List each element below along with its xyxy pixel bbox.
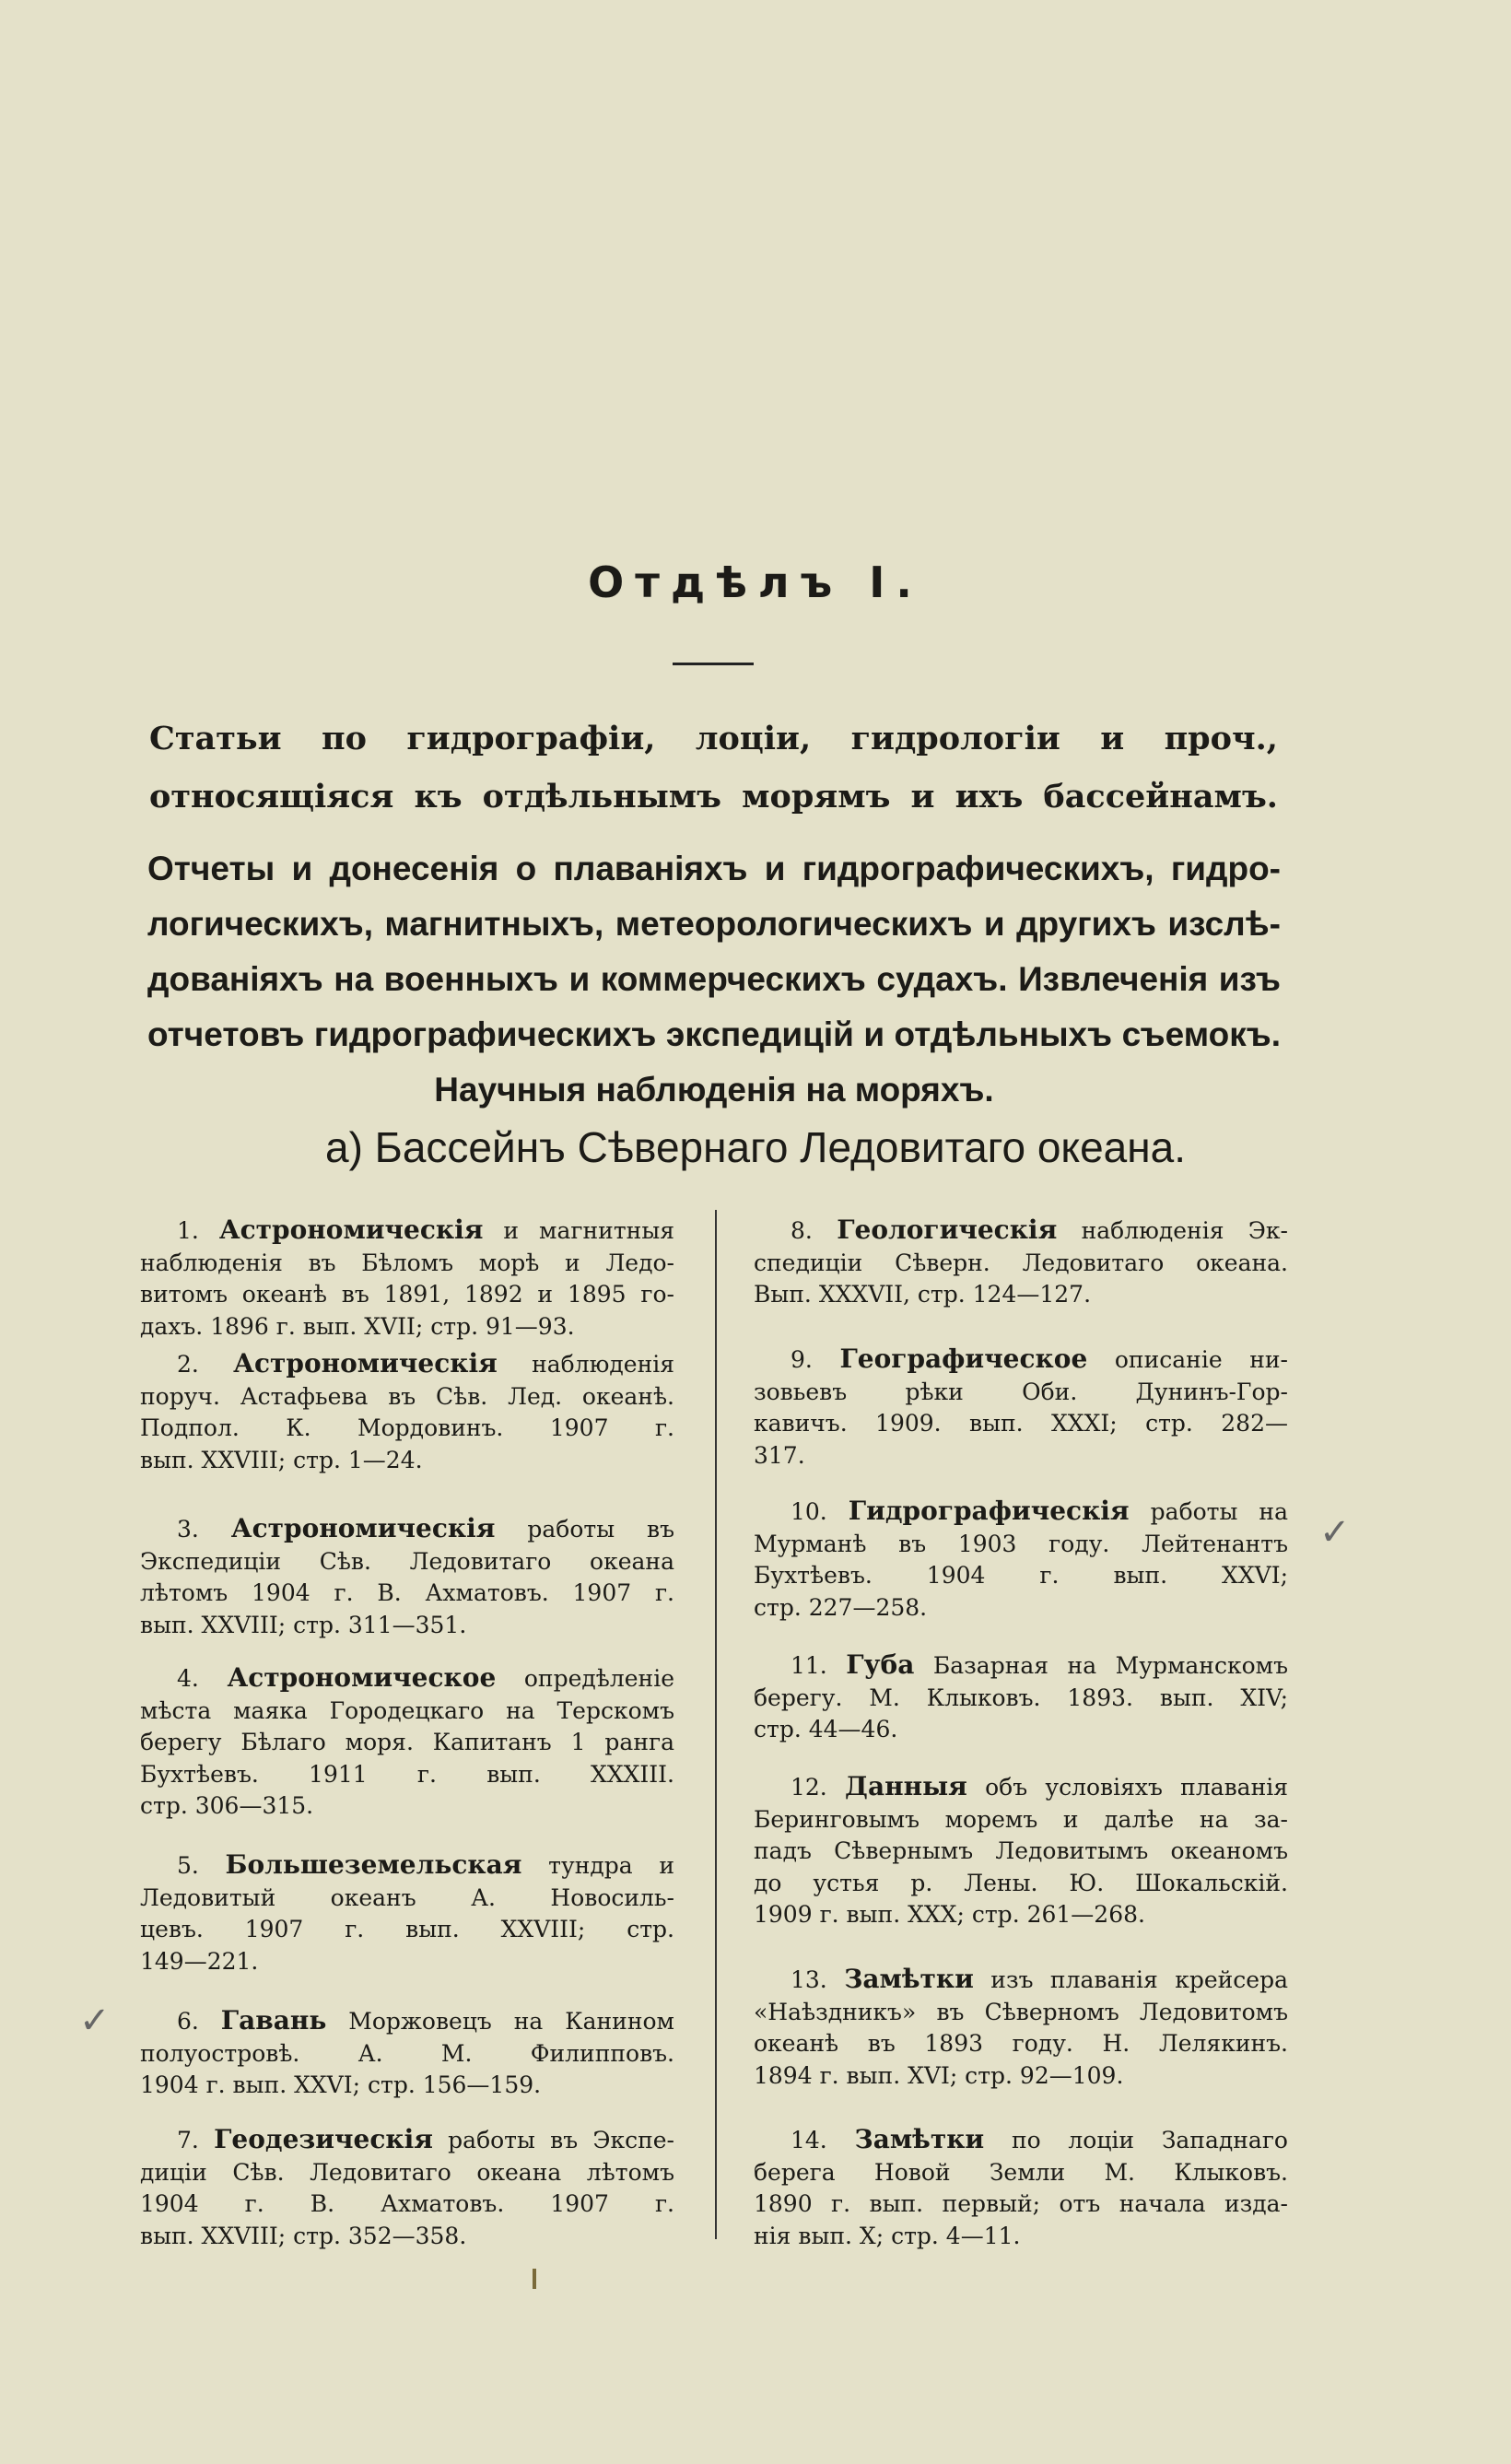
list-item [140,1348,674,1476]
pencil-check-mark-icon: ✓ [79,2000,111,2042]
entry-number: 14. [791,2127,827,2153]
pencil-check-mark-icon: ✓ [1319,1511,1351,1554]
entry-first-line [754,1771,1288,1804]
list-item [140,1662,674,1823]
entry-title: Гавань [220,2005,327,2036]
entry-text: по лоціи Западнаго [1011,2127,1288,2153]
entry-line: до устья р. Лены. Ю. Шокальскій. [754,1869,1288,1896]
ink-mark [533,2269,536,2289]
section-heading [149,710,1278,826]
entry-line: вып. XXVIII; стр. 311—351. [140,1611,467,1638]
entry-title: Астрономическое [227,1662,497,1693]
entry-line: полуостровѣ. А. М. Филипповъ. [140,2039,674,2067]
entry-number: 6. [177,2008,199,2035]
entry-line: берега Новой Земли М. Клыковъ. [754,2158,1288,2186]
entry-text: описаніе ни- [1114,1346,1288,1373]
entry-line: берегу Бѣлаго моря. Капитанъ 1 ранга [140,1729,674,1755]
entry-number: 2. [177,1351,199,1378]
entry-title: Геодезическія [214,2124,433,2154]
entry-title: Географическое [839,1343,1088,1374]
list-item [754,1964,1288,2092]
entry-title: Замѣтки [854,2124,985,2154]
entry-line: Мурманѣ въ 1903 году. Лейтенантъ [754,1530,1288,1557]
entry-text: наблюденія Эк- [1081,1217,1288,1244]
entry-number: 7. [177,2127,199,2153]
entry-line: Экспедиціи Сѣв. Ледовитаго океана [140,1547,674,1575]
entry-line: 1894 г. вып. XVI; стр. 92—109. [754,2061,1124,2089]
entry-number: 13. [791,1966,827,1993]
entry-line: Бухтѣевъ. 1904 г. вып. XXVI; [754,1562,1288,1589]
entry-line: стр. 306—315. [140,1792,314,1819]
entry-number: 5. [177,1852,199,1879]
entry-title: Геологическія [837,1214,1058,1245]
entry-title: Губа [846,1649,915,1680]
entry-first-line [754,1649,1288,1683]
entry-line: 149—221. [140,1947,259,1975]
entry-title: Большеземельская [225,1849,522,1880]
list-item [754,1649,1288,1746]
entry-title: Астрономическія [230,1513,496,1543]
section-title: Отдѣлъ I. [588,557,923,607]
entry-number: 11. [791,1652,827,1679]
entry-text: изъ плаванія крейсера [990,1966,1288,1993]
title-rule [673,663,754,665]
entry-line: нія вып. X; стр. 4—11. [754,2222,1021,2249]
list-item [754,1496,1288,1624]
entry-line: океанѣ въ 1893 году. Н. Лелякинъ. [754,2030,1288,2057]
entry-line: 317. [754,1441,805,1469]
entry-number: 8. [791,1217,813,1244]
entry-first-line [754,1496,1288,1529]
list-item [140,1513,674,1641]
entry-line: лѣтомъ 1904 г. В. Ахматовъ. 1907 г. [140,1579,674,1606]
entry-line: стр. 44—46. [754,1716,898,1742]
entry-line: поруч. Астафьева въ Сѣв. Лед. океанѣ. [140,1382,674,1410]
entry-title: Астрономическія [218,1214,484,1245]
entry-first-line [754,1343,1288,1377]
entry-line: цевъ. 1907 г. вып. XXVIII; стр. [140,1916,674,1942]
intro-line: Научныя наблюденія на моряхъ. [434,1071,994,1109]
entry-line: Ледовитый океанъ А. Новосиль- [140,1883,674,1911]
entry-first-line [140,1214,674,1248]
entry-text: объ условіяхъ плаванія [985,1774,1289,1801]
heading-line: Статьи по гидрографіи, лоціи, гидрологіи и проч., [149,720,1278,757]
entry-number: 3. [177,1516,199,1543]
entry-first-line [754,1964,1288,1997]
subsection-heading: а) Бассейнъ Сѣвернаго Ледовитаго океана. [324,1123,1186,1171]
entry-first-line [754,2124,1288,2157]
entry-text: тундра и [548,1852,674,1879]
intro-line: дованіяхъ на военныхъ и коммерческихъ судахъ. Извлеченія изъ [147,960,1281,998]
entry-line: кавичъ. 1909. вып. XXXI; стр. 282— [754,1410,1288,1437]
entry-first-line [140,1348,674,1381]
list-item [140,2005,674,2102]
entry-text: работы въ Экспе- [448,2127,674,2153]
entry-number: 9. [791,1346,813,1373]
entry-line: 1904 г. В. Ахматовъ. 1907 г. [140,2190,674,2217]
entry-first-line [140,2124,674,2157]
list-item [754,1771,1288,1931]
entry-line: «Наѣздникъ» въ Сѣверномъ Ледовитомъ [754,1998,1288,2025]
entry-text: и магнитныя [503,1217,674,1244]
entry-line: Подпол. К. Мордовинъ. 1907 г. [140,1414,674,1441]
heading-line: относящіяся къ отдѣльнымъ морямъ и ихъ бассейнамъ. [149,778,1278,815]
entry-line: мѣста маяка Городецкаго на Терскомъ [140,1696,674,1724]
entry-line: стр. 227—258. [754,1593,928,1621]
section-intro [147,841,1281,1118]
entry-line: берегу. М. Клыковъ. 1893. вып. XIV; [754,1684,1288,1711]
entry-line: Беринговымъ моремъ и далѣе на за- [754,1805,1288,1833]
entry-number: 12. [791,1774,827,1801]
entry-text: работы на [1150,1498,1288,1525]
entry-line: диціи Сѣв. Ледовитаго океана лѣтомъ [140,2158,674,2186]
entry-text: Базарная на Мурманскомъ [932,1652,1288,1679]
intro-line: логическихъ, магнитныхъ, метеорологическихъ и другихъ изслѣ- [147,905,1281,943]
list-item [754,1214,1288,1311]
list-item [140,2124,674,2252]
column-divider [715,1210,717,2239]
entry-first-line [140,1513,674,1546]
entry-line: дахъ. 1896 г. вып. XVII; стр. 91—93. [140,1312,575,1340]
intro-line: отчетовъ гидрографическихъ экспедицій и отдѣльныхъ съемокъ. [147,1015,1281,1053]
entry-title: Гидрографическія [848,1496,1130,1526]
entry-title: Данныя [845,1771,967,1801]
entry-line: зовьевъ рѣки Оби. Дунинъ-Гор- [754,1378,1288,1405]
entry-line: вып. XXVIII; стр. 1—24. [140,1446,423,1473]
entry-line: спедиціи Сѣверн. Ледовитаго океана. [754,1249,1288,1276]
entry-line: падъ Сѣвернымъ Ледовитымъ океаномъ [754,1837,1288,1864]
entry-line: вып. XXVIII; стр. 352—358. [140,2222,467,2249]
entry-number: 1. [177,1217,199,1244]
entry-line: наблюденія въ Бѣломъ морѣ и Ледо- [140,1249,674,1276]
list-item [754,2124,1288,2252]
entry-first-line [140,2005,674,2038]
entry-number: 4. [177,1665,199,1692]
list-item [140,1849,674,1977]
list-item [754,1343,1288,1472]
list-item [140,1214,674,1343]
entry-text: работы въ [527,1516,675,1543]
entry-first-line [140,1849,674,1883]
entry-line: Бухтѣевъ. 1911 г. вып. XXXIII. [140,1760,674,1788]
entry-line: 1909 г. вып. XXX; стр. 261—268. [754,1901,1145,1928]
entry-line: витомъ океанѣ въ 1891, 1892 и 1895 го- [140,1281,674,1308]
entry-text: наблюденія [532,1351,674,1378]
entry-first-line [754,1214,1288,1248]
entry-number: 10. [791,1498,827,1525]
entry-title: Астрономическія [233,1348,498,1379]
entry-line: 1890 г. вып. первый; отъ начала изда- [754,2190,1288,2217]
entry-text: Моржовецъ на Канином [348,2008,674,2035]
entry-title: Замѣтки [844,1964,974,1994]
entry-line: 1904 г. вып. XXVI; стр. 156—159. [140,2071,542,2098]
intro-line: Отчеты и донесенія о плаваніяхъ и гидрографическихъ, гидро- [147,850,1281,887]
entry-line: Вып. XXXVII, стр. 124—127. [754,1281,1092,1308]
entry-text: опредѣленіе [523,1665,674,1692]
entry-first-line [140,1662,674,1695]
